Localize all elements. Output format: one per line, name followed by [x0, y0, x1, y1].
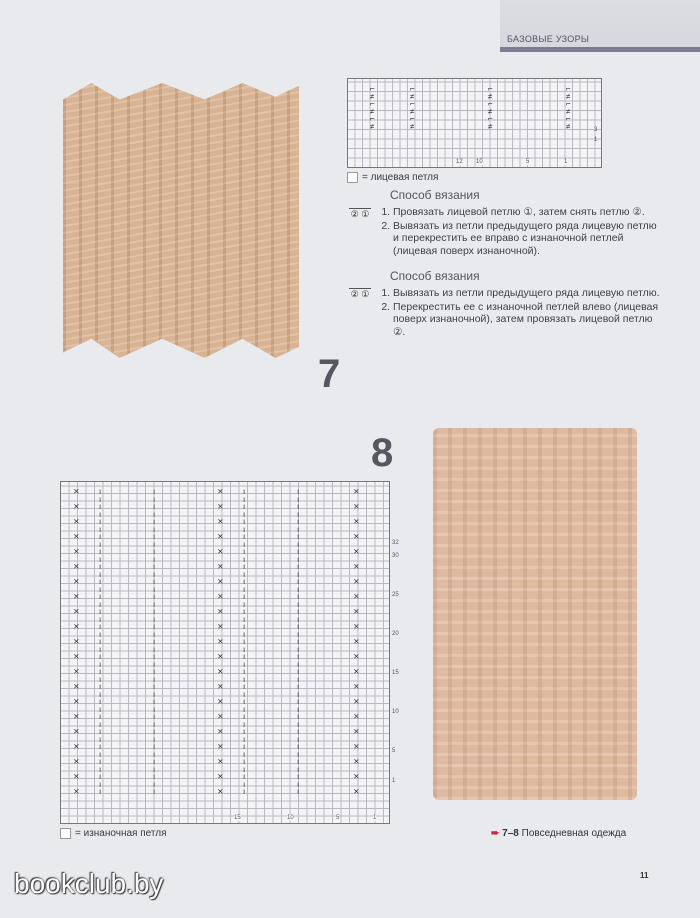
chart-row-number: 20: [392, 631, 399, 637]
chart-col-number: 1: [373, 815, 377, 821]
knitting-chart-7: [347, 78, 602, 168]
chart-row-number: 15: [392, 670, 399, 676]
chart-symbol-column: ı ı ı ı ı ı ı ı ı ı ı ı ı ı ı ı ı ı ı ı ı ı ı ı ı ı ı ı ı ı ı ı ı ı ı ı ı ı ı ı ı: [99, 487, 102, 796]
legend-knit-stitch: [347, 172, 438, 183]
pointer-arrow-icon: ➨: [491, 828, 500, 839]
chart-row-number: 1: [392, 778, 396, 784]
knitting-chart-8: [60, 481, 399, 824]
chart-row-number: 25: [392, 592, 399, 598]
chart-row-number: 3: [594, 127, 598, 133]
chart-symbol-column: ⌐ ≠ ⌐ ≠ ⌐ ≠: [488, 84, 493, 131]
chart-symbol-column: ⌐ ≠ ⌐ ≠ ⌐ ≠: [410, 84, 415, 131]
section-accent-bar: [500, 47, 700, 52]
chart-col-number: 10: [287, 815, 294, 821]
chart-symbol-column: ı ı ı ı ı ı ı ı ı ı ı ı ı ı ı ı ı ı ı ı ı ı ı ı ı ı ı ı ı ı ı ı ı ı ı ı ı ı ı ı ı: [297, 487, 300, 796]
section-header-tab: [500, 0, 700, 52]
footer-caption-text: Повседневная одежда: [521, 828, 627, 839]
chart-col-number: 5: [336, 815, 340, 821]
method-step: 2. Перекрестить ее с изнаночной петлей влево (лицевая поверх изнаночной), затем провязать лицевой петлю ②.: [393, 301, 663, 339]
chart-col-number: 12: [456, 159, 463, 165]
chart-row-number: 30: [392, 553, 399, 559]
knit-stitch-symbol-icon: [347, 172, 358, 183]
knit-swatch-8-image: [433, 428, 637, 800]
chart-symbol-column: ⌐ ≠ ⌐ ≠ ⌐ ≠: [566, 84, 571, 131]
method-title: Способ вязания: [390, 269, 480, 283]
chart-col-number: 1: [564, 159, 568, 165]
watermark: bookclub.by: [14, 868, 164, 899]
method-title: Способ вязания: [390, 188, 480, 202]
chart-symbol-column: ⨯ ⨯ ⨯ ⨯ ⨯ ⨯ ⨯ ⨯ ⨯ ⨯ ⨯ ⨯ ⨯ ⨯ ⨯ ⨯ ⨯ ⨯ ⨯ ⨯ ⨯: [217, 487, 224, 796]
method-step: 1. Вывязать из петли предыдущего ряда лицевую петлю.: [393, 287, 663, 300]
chart-col-number: 10: [476, 159, 483, 165]
chart-col-number: 15: [234, 815, 241, 821]
pattern-number-7: 7: [318, 352, 341, 396]
knit-swatch-7-image: [63, 83, 299, 358]
legend-purl-stitch: [60, 828, 166, 839]
method-step: 1. Провязать лицевой петлю ①, затем снять петлю ②.: [393, 206, 663, 219]
footer-caption: [491, 828, 626, 839]
chart-row-number: 32: [392, 540, 399, 546]
method-steps-list: [375, 206, 663, 258]
legend-label: = изнаночная петля: [75, 828, 167, 840]
cross-right-symbol-icon: ② ①: [349, 208, 371, 229]
pattern-number-8: 8: [371, 431, 394, 475]
chart-row-number: 5: [392, 748, 396, 754]
chart-symbol-column: ⌐ ≠ ⌐ ≠ ⌐ ≠: [370, 84, 375, 131]
chart-symbol-column: ⨯ ⨯ ⨯ ⨯ ⨯ ⨯ ⨯ ⨯ ⨯ ⨯ ⨯ ⨯ ⨯ ⨯ ⨯ ⨯ ⨯ ⨯ ⨯ ⨯ ⨯: [353, 487, 360, 796]
section-title: БАЗОВЫЕ УЗОРЫ: [507, 34, 590, 44]
chart-symbol-column: ı ı ı ı ı ı ı ı ı ı ı ı ı ı ı ı ı ı ı ı ı ı ı ı ı ı ı ı ı ı ı ı ı ı ı ı ı ı ı ı ı: [153, 487, 156, 796]
chart-row-number: 10: [392, 709, 399, 715]
chart-row-number: 1: [594, 137, 598, 143]
legend-label: = лицевая петля: [362, 172, 439, 184]
chart-col-number: 5: [526, 159, 530, 165]
footer-caption-range: 7–8: [502, 828, 519, 839]
chart-symbol-column: ⨯ ⨯ ⨯ ⨯ ⨯ ⨯ ⨯ ⨯ ⨯ ⨯ ⨯ ⨯ ⨯ ⨯ ⨯ ⨯ ⨯ ⨯ ⨯ ⨯ ⨯: [73, 487, 80, 796]
cross-left-symbol-icon: ② ①: [349, 288, 371, 309]
page-number: 11: [640, 871, 649, 880]
method-steps-list: [375, 287, 663, 339]
purl-stitch-symbol-icon: [60, 828, 71, 839]
chart-symbol-column: ı ı ı ı ı ı ı ı ı ı ı ı ı ı ı ı ı ı ı ı ı ı ı ı ı ı ı ı ı ı ı ı ı ı ı ı ı ı ı ı ı: [243, 487, 246, 796]
method-step: 2. Вывязать из петли предыдущего ряда лицевую петлю и перекрестить ее вправо с изнаночной петлей (лицевая поверх изнаночной).: [393, 220, 663, 258]
